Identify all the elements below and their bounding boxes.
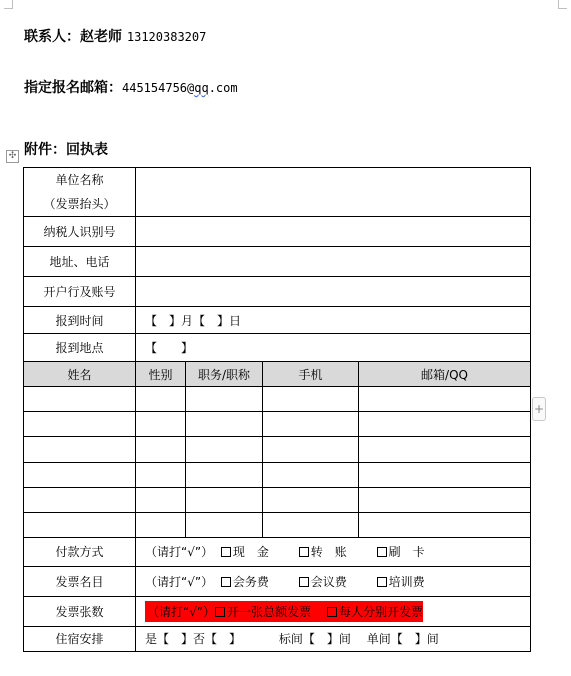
checkbox-icon[interactable]	[377, 577, 387, 587]
page-corner-marker-left	[4, 0, 13, 9]
checkbox-icon[interactable]	[215, 607, 225, 617]
taxpayer-id-field[interactable]	[136, 217, 531, 247]
checkbox-icon[interactable]	[221, 577, 231, 587]
checkbox-icon[interactable]	[221, 547, 231, 557]
registration-form-table	[23, 167, 531, 652]
invoice-count-highlight	[145, 601, 423, 622]
attendee-row	[24, 412, 531, 437]
payment-method-label: 付款方式	[24, 537, 136, 566]
col-header-gender: 性别	[136, 362, 186, 387]
cell-email-qq[interactable]	[359, 462, 531, 487]
attendee-row	[24, 512, 531, 537]
payment-option-cash-label: 现 金	[232, 545, 269, 560]
checkbox-icon[interactable]	[299, 577, 309, 587]
add-column-button[interactable]: +	[532, 397, 546, 421]
checkbox-icon[interactable]	[377, 547, 387, 557]
col-header-mobile: 手机	[263, 362, 359, 387]
row-payment-method	[24, 537, 531, 566]
row-lodging	[24, 626, 531, 651]
cell-title[interactable]	[186, 437, 263, 462]
invoice-item-option-meeting[interactable]	[299, 573, 347, 590]
lodging-single-room[interactable]: 单间【 】间	[366, 632, 439, 647]
cell-email-qq[interactable]	[359, 387, 531, 412]
attendee-row	[24, 387, 531, 412]
contact-line	[24, 26, 206, 46]
email-value-user: 445154756@	[122, 81, 195, 95]
row-address-phone	[24, 247, 531, 277]
payment-hint: （请打“√”）	[145, 545, 214, 560]
email-line	[24, 77, 238, 97]
address-phone-field[interactable]	[136, 247, 531, 277]
invoice-count-option-single-label: 开一张总额发票	[227, 604, 312, 619]
page-corner-marker-right	[558, 0, 567, 9]
col-header-title: 职务/职称	[186, 362, 263, 387]
contact-phone: 13120383207	[126, 30, 207, 44]
cell-gender[interactable]	[136, 437, 186, 462]
cell-mobile[interactable]	[263, 512, 359, 537]
email-value	[122, 81, 238, 95]
lodging-yes-no[interactable]: 是【 】否【 】	[145, 632, 242, 647]
email-label: 指定报名邮箱：	[24, 80, 122, 96]
address-phone-label: 地址、电话	[24, 247, 136, 277]
arrival-place-field[interactable]: 【 】	[136, 334, 531, 362]
unit-name-field[interactable]	[136, 168, 531, 217]
arrival-place-label: 报到地点	[24, 334, 136, 362]
unit-name-label-line1: 单位名称	[55, 173, 104, 188]
cell-title[interactable]	[186, 512, 263, 537]
lodging-standard-room[interactable]: 标间【 】间	[278, 632, 351, 647]
cell-gender[interactable]	[136, 487, 186, 512]
payment-option-transfer[interactable]	[299, 543, 347, 560]
row-bank-account	[24, 277, 531, 307]
cell-name[interactable]	[24, 487, 136, 512]
attachment-title: 附件：回执表	[24, 142, 108, 158]
cell-name[interactable]	[24, 412, 136, 437]
col-header-email-qq: 邮箱/QQ	[359, 362, 531, 387]
cell-mobile[interactable]	[263, 412, 359, 437]
invoice-count-option-per-person-label: 每人分别开发票	[339, 604, 424, 619]
payment-option-card[interactable]	[377, 543, 425, 560]
invoice-item-option-meeting-label: 会议费	[310, 574, 347, 589]
cell-email-qq[interactable]	[359, 487, 531, 512]
checkbox-icon[interactable]	[327, 607, 337, 617]
cell-gender[interactable]	[136, 512, 186, 537]
contact-label: 联系人：	[24, 29, 80, 45]
cell-mobile[interactable]	[263, 487, 359, 512]
arrival-time-label: 报到时间	[24, 307, 136, 334]
invoice-item-hint: （请打“√”）	[145, 574, 214, 589]
invoice-item-field	[136, 566, 531, 596]
payment-option-cash[interactable]	[221, 543, 269, 560]
invoice-item-option-training[interactable]	[377, 573, 425, 590]
cell-email-qq[interactable]	[359, 412, 531, 437]
cell-name[interactable]	[24, 387, 136, 412]
cell-gender[interactable]	[136, 462, 186, 487]
payment-option-card-label: 刷 卡	[388, 545, 425, 560]
row-arrival-time	[24, 307, 531, 334]
row-unit-name	[24, 168, 531, 217]
cell-name[interactable]	[24, 462, 136, 487]
row-invoice-item	[24, 566, 531, 596]
row-arrival-place	[24, 334, 531, 362]
bank-account-field[interactable]	[136, 277, 531, 307]
cell-email-qq[interactable]	[359, 437, 531, 462]
unit-name-label	[24, 168, 136, 217]
invoice-item-option-conference[interactable]	[221, 573, 269, 590]
cell-name[interactable]	[24, 512, 136, 537]
cell-title[interactable]	[186, 462, 263, 487]
cell-mobile[interactable]	[263, 462, 359, 487]
cell-mobile[interactable]	[263, 387, 359, 412]
cell-title[interactable]	[186, 487, 263, 512]
taxpayer-id-label: 纳税人识别号	[24, 217, 136, 247]
cell-name[interactable]	[24, 437, 136, 462]
payment-option-transfer-label: 转 账	[310, 545, 347, 560]
invoice-count-option-per-person[interactable]	[327, 603, 423, 620]
cell-email-qq[interactable]	[359, 512, 531, 537]
invoice-count-option-single[interactable]	[215, 603, 311, 620]
invoice-count-hint: （请打“√”）	[147, 604, 216, 619]
lodging-label: 住宿安排	[24, 626, 136, 651]
bank-account-label: 开户行及账号	[24, 277, 136, 307]
invoice-item-option-training-label: 培训费	[388, 574, 425, 589]
attendee-row	[24, 437, 531, 462]
checkbox-icon[interactable]	[299, 547, 309, 557]
lodging-field	[136, 626, 531, 651]
attendee-row	[24, 462, 531, 487]
email-value-domain: qq	[194, 81, 209, 95]
contact-name: 赵老师	[80, 29, 122, 45]
row-invoice-count	[24, 596, 531, 626]
row-taxpayer-id	[24, 217, 531, 247]
invoice-item-label: 发票名目	[24, 566, 136, 596]
invoice-item-option-conference-label: 会务费	[232, 574, 269, 589]
attendee-header-row	[24, 362, 531, 387]
invoice-count-label: 发票张数	[24, 596, 136, 626]
payment-method-field	[136, 537, 531, 566]
cell-gender[interactable]	[136, 412, 186, 437]
cell-title[interactable]	[186, 387, 263, 412]
arrival-time-field[interactable]: 【 】月【 】日	[136, 307, 531, 334]
unit-name-label-line2: （发票抬头）	[43, 197, 116, 212]
cell-mobile[interactable]	[263, 437, 359, 462]
attendee-row	[24, 487, 531, 512]
cell-title[interactable]	[186, 412, 263, 437]
col-header-name: 姓名	[24, 362, 136, 387]
table-move-handle-icon[interactable]: ✣	[6, 150, 19, 163]
cell-gender[interactable]	[136, 387, 186, 412]
invoice-count-field	[136, 596, 531, 626]
email-value-tld: .com	[208, 81, 238, 95]
